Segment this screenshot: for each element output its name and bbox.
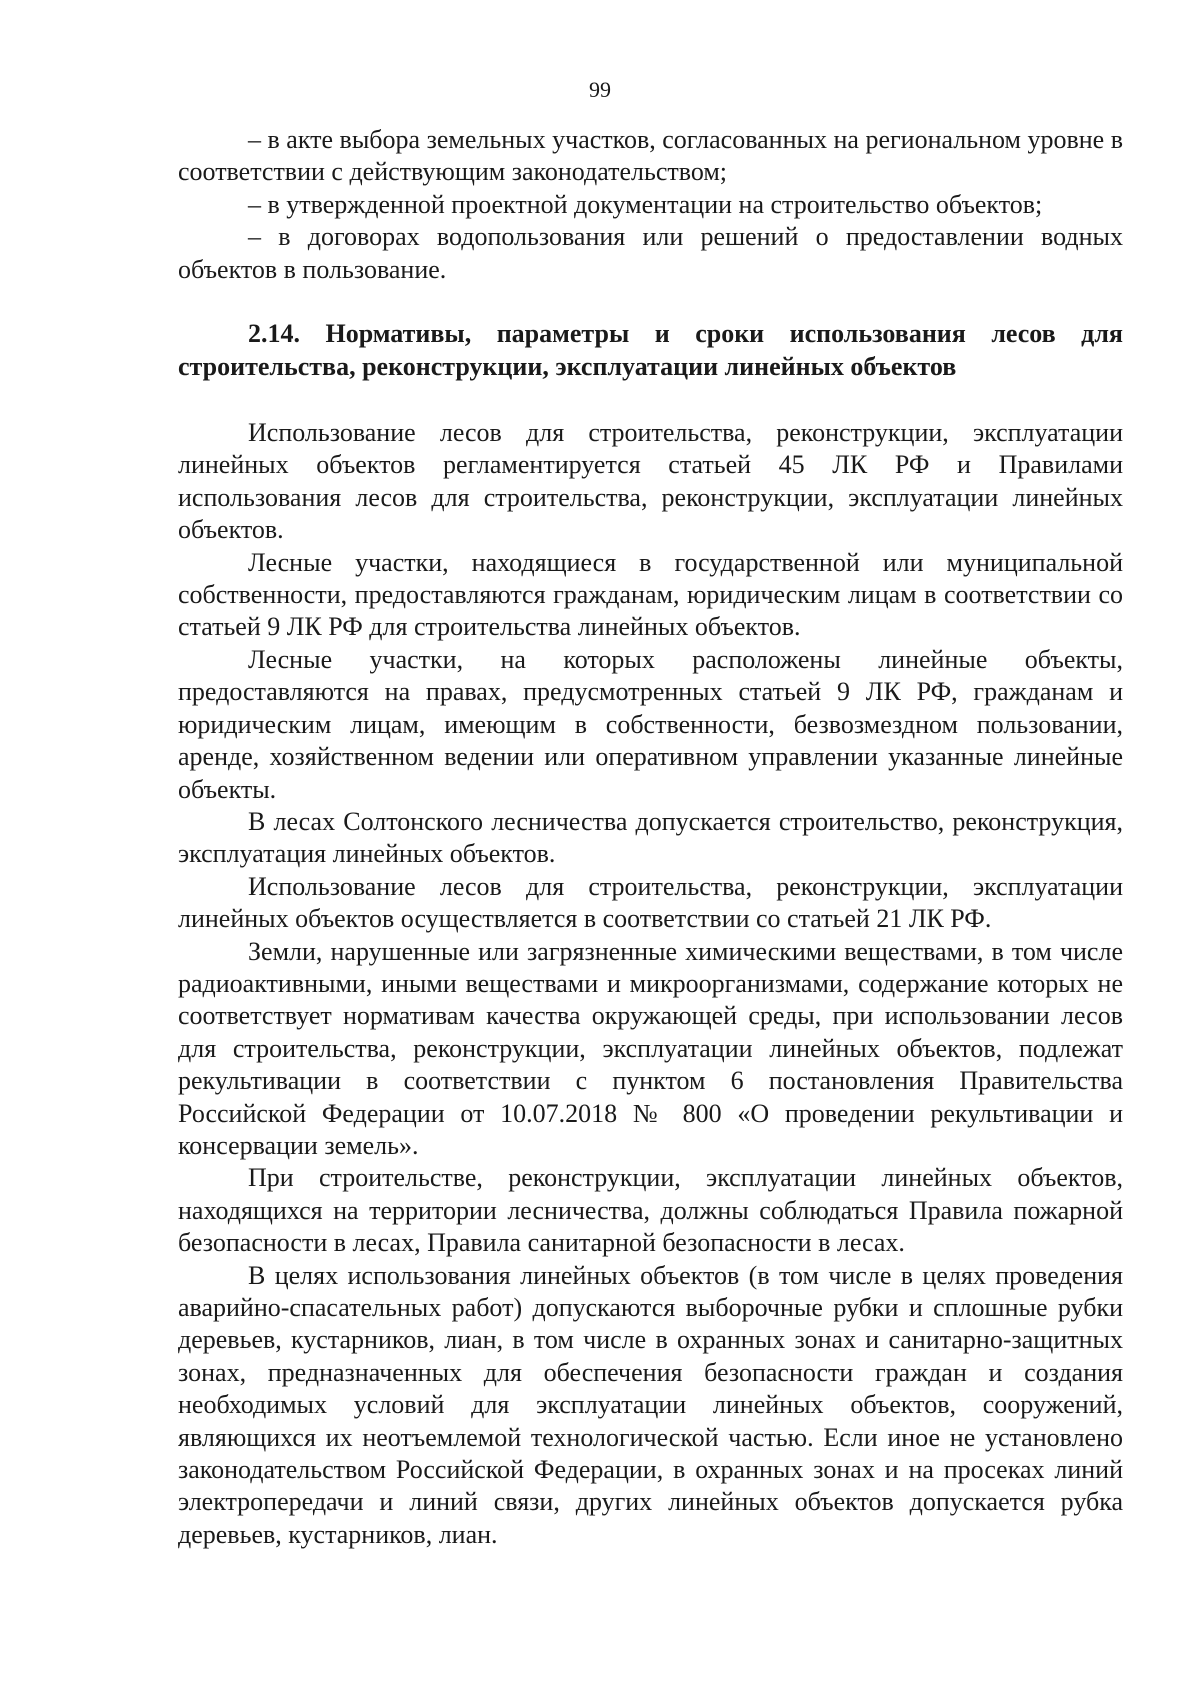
paragraph: Использование лесов для строительства, реконструкции, эксплуатации линейных объектов регламентируется статьей 45 ЛК РФ и Правилами использования лесов для строительства, реконструкции, эксплуатации линейных объектов. (178, 418, 1123, 545)
paragraph: Земли, нарушенные или загрязненные химическими веществами, в том числе радиоактивными, иными веществами и микроорганизмами, содержание которых не соответствует нормативам качества окружающей среды, при использовании лесов для строительства, реконструкции, эксплуатации линейных объектов, подлежат рекультивации в соответствии с пунктом 6 постановления Правительства Российской Федерации от 10.07.2018 № 800 «О проведении рекультивации и консервации земель». (178, 936, 1123, 1160)
paragraph: Лесные участки, находящиеся в государственной или муниципальной собственности, предоставляются гражданам, юридическим лицам в соответствии со статьей 9 ЛК РФ для строительства линейных объектов. (178, 547, 1123, 642)
page-number: 99 (589, 77, 611, 102)
list-item: – в договорах водопользования или решений о предоставлении водных объектов в пользование. (178, 222, 1123, 284)
list-item: – в утвержденной проектной документации на строительство объектов; (248, 189, 1043, 219)
paragraph: При строительстве, реконструкции, эксплуатации линейных объектов, находящихся на территории лесничества, должны соблюдаться Правила пожарной безопасности в лесах, Правила санитарной безопасности в лесах. (178, 1163, 1123, 1258)
paragraph: Использование лесов для строительства, реконструкции, эксплуатации линейных объектов осуществляется в соответствии со статьей 21 ЛК РФ. (178, 871, 1123, 934)
paragraph: Лесные участки, на которых расположены линейные объекты, предоставляются на правах, предусмотренных статьей 9 ЛК РФ, гражданам и юридическим лицам, имеющим в собственности, безвозмездном пользовании, аренде, хозяйственном ведении или оперативном управлении указанные линейные объекты. (178, 644, 1123, 804)
page-content (178, 124, 1123, 1551)
paragraph: В лесах Солтонского лесничества допускается строительство, реконструкция, эксплуатация линейных объектов. (178, 806, 1123, 869)
paragraph: В целях использования линейных объектов (в том числе в целях проведения аварийно-спасательных работ) допускаются выборочные рубки и сплошные рубки деревьев, кустарников, лиан, в том числе в охранных зонах и санитарно-защитных зонах, предназначенных для обеспечения безопасности граждан и создания необходимых условий для эксплуатации линейных объектов, сооружений, являющихся их неотъемлемой технологической частью. Если иное не установлено законодательством Российской Федерации, в охранных зонах и на просеках линий электропередачи и линий связи, других линейных объектов допускается рубка деревьев, кустарников, лиан. (178, 1260, 1123, 1549)
list-item: – в акте выбора земельных участков, согласованных на региональном уровне в соответствии с действующим законодательством; (178, 125, 1123, 187)
section-heading: 2.14. Нормативы, параметры и сроки использования лесов для строительства, реконструкции, эксплуатации линейных объектов (178, 319, 1123, 382)
